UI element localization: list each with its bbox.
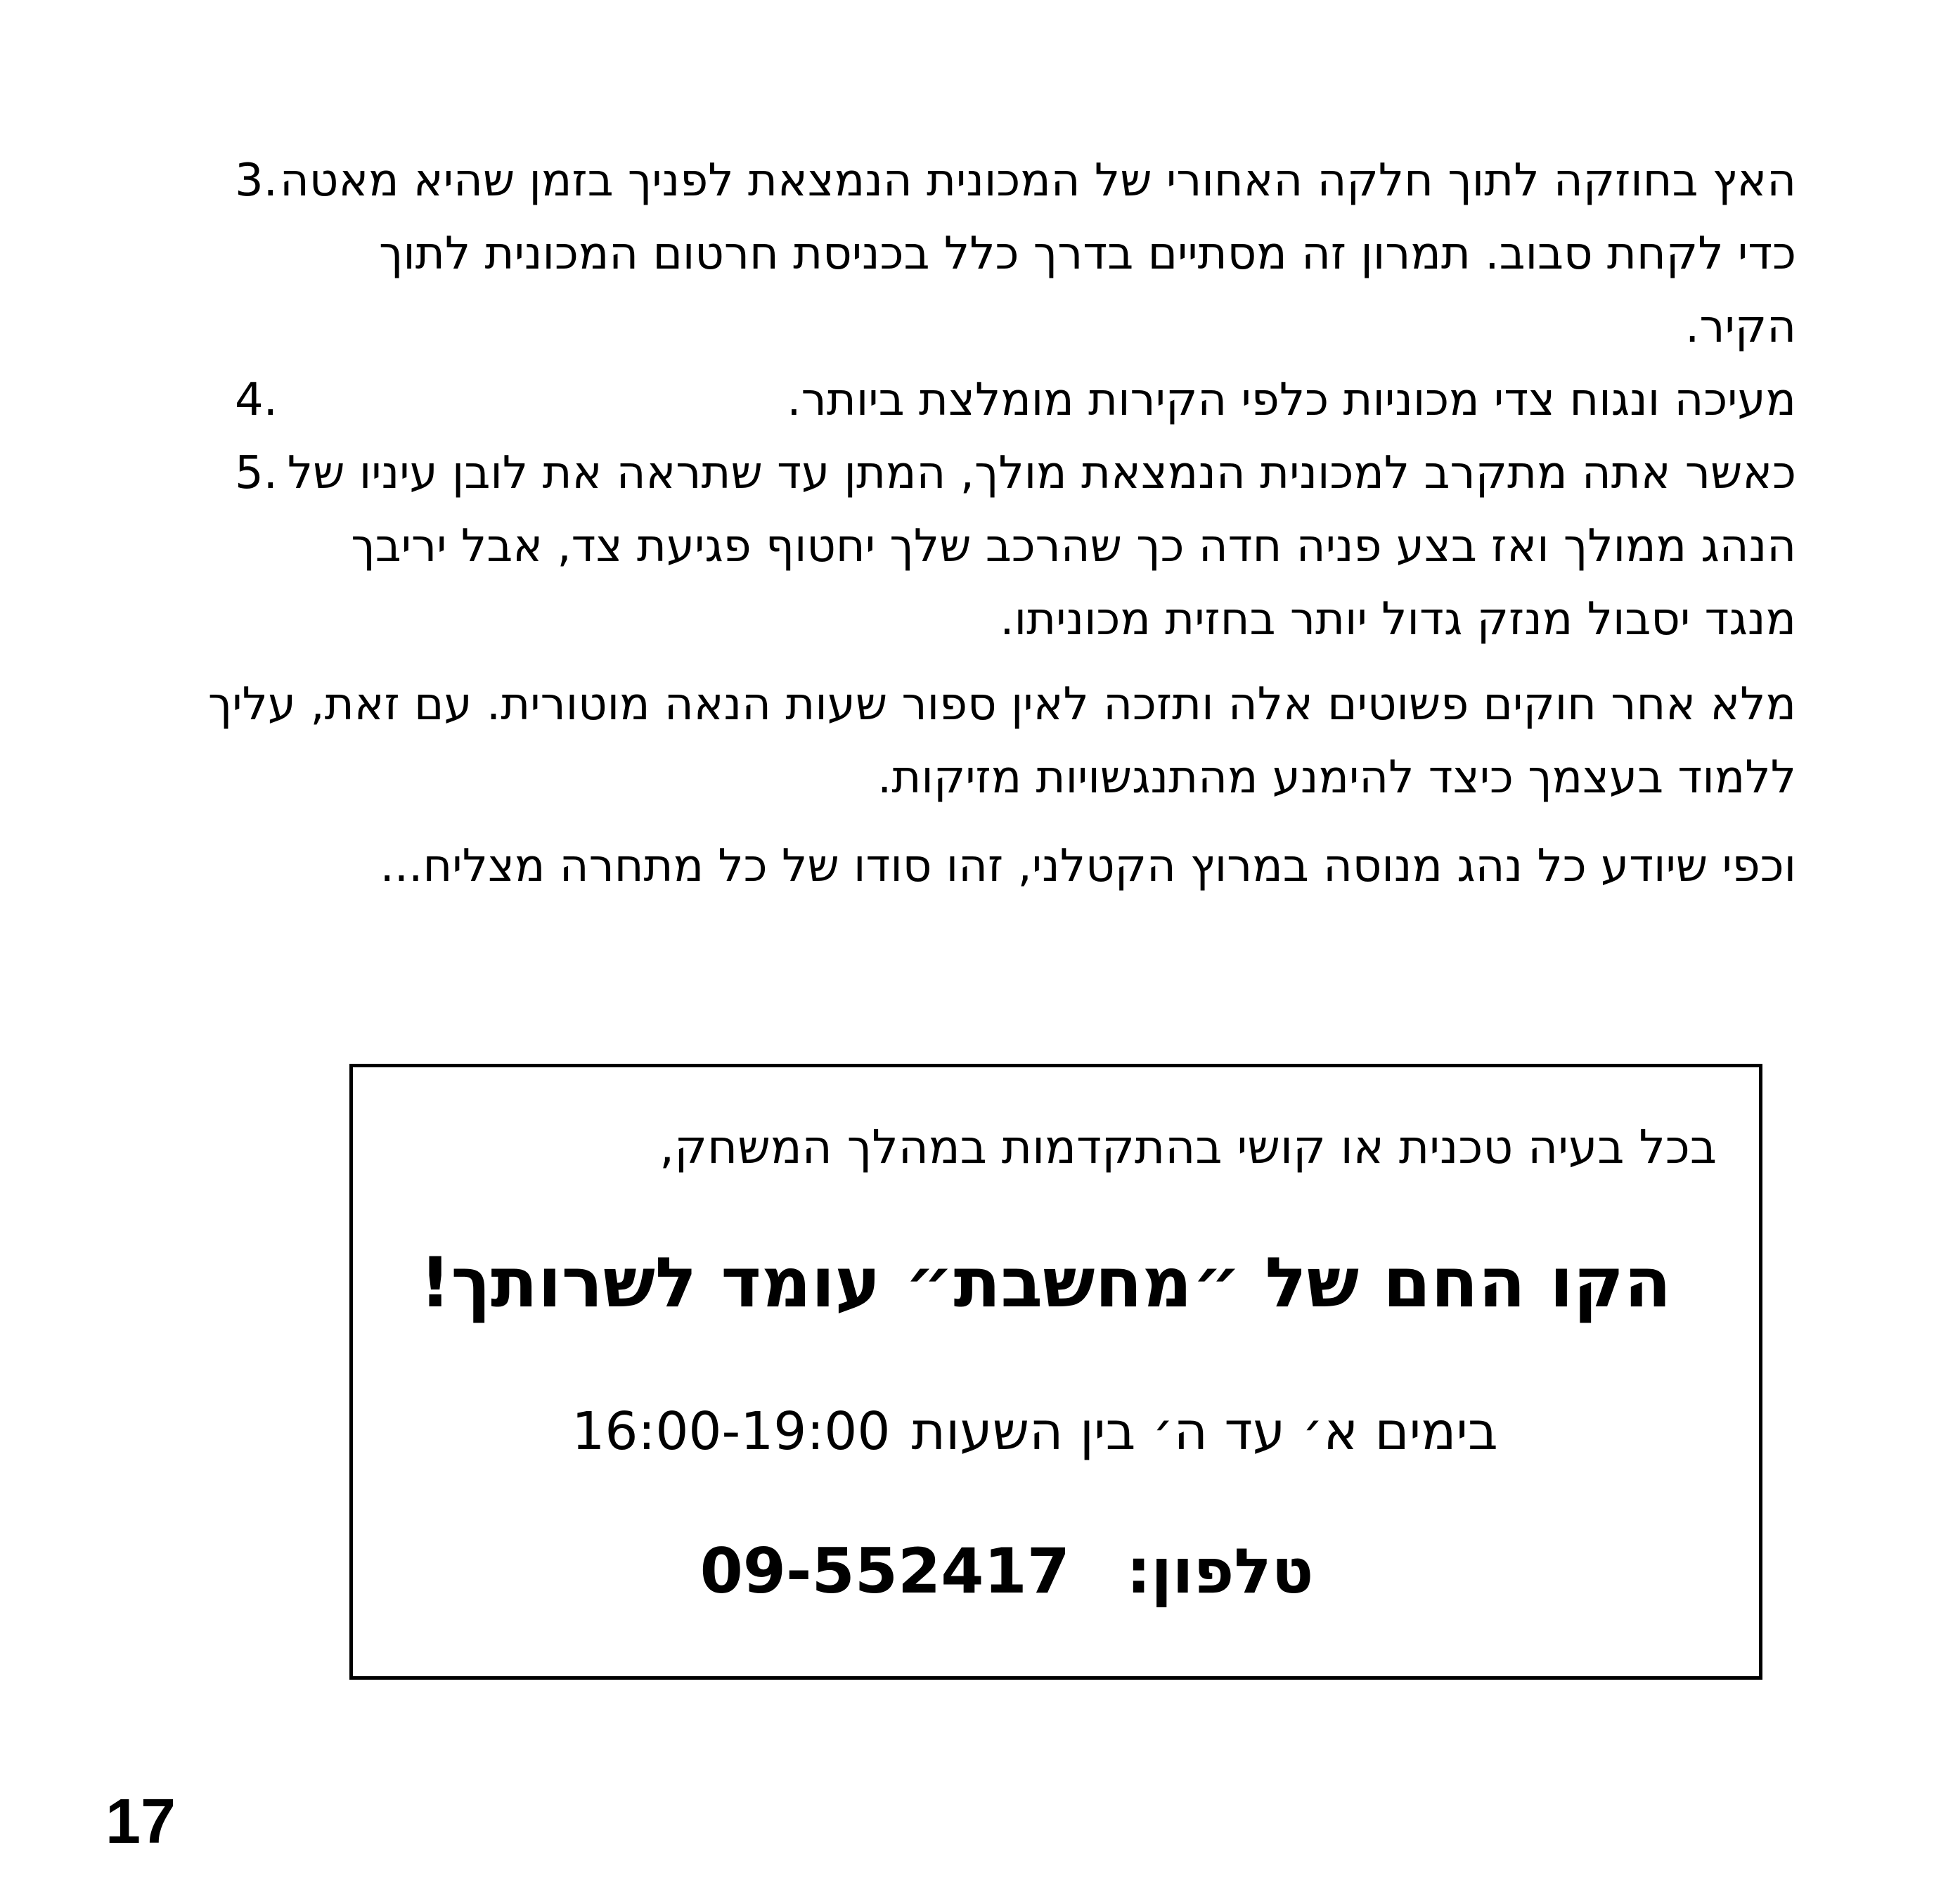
list-item (193, 437, 1796, 656)
hotline-headline: הקו החם של ״מחשבת״ עומד לשרותך! (419, 1243, 1672, 1323)
page-number: 17 (105, 1787, 176, 1857)
support-hotline-box (349, 1064, 1762, 1680)
support-hours (353, 1401, 1717, 1462)
hours-label: בימים א׳ עד ה׳ בין השעות (911, 1401, 1498, 1462)
tips-list (193, 144, 1796, 656)
support-phone (353, 1535, 1661, 1607)
list-item (193, 144, 1796, 364)
list-item-number: 4. (234, 374, 278, 426)
list-item-number: 3. (234, 155, 278, 207)
secret-paragraph: וכפי שיודע כל נהג מנוסה במרוץ הקטלני, זהו סודו של כל מתחרה מצליח... (380, 840, 1796, 892)
list-item (193, 364, 1796, 437)
hours-range: 16:00-19:00 (572, 1401, 891, 1462)
list-item-number: 5. (234, 447, 278, 499)
list-item-text: מעיכה ונגוח צדי מכוניות כלפי הקירות מומלצת ביותר. (787, 374, 1796, 426)
closing-paragraph: מלא אחר חוקים פשוטים אלה ותזכה לאין ספור שעות הנאה מוטורית. עם זאת, עליך ללמוד בעצמך כיצד להימנע מהתנגשויות מזיקות. (207, 678, 1796, 804)
support-intro-text: בכל בעיה טכנית או קושי בהתקדמות במהלך המשחק, (659, 1120, 1717, 1174)
phone-label: טלפון: (1126, 1535, 1314, 1607)
list-item-text: האץ בחוזקה לתוך חלקה האחורי של המכונית הנמצאת לפניך בזמן שהיא מאטה כדי לקחת סבוב. תמרון זה מסתיים בדרך כלל בכניסת חרטום המכונית לתוך הקיר. (280, 155, 1796, 353)
phone-number: 09-552417 (699, 1535, 1070, 1607)
list-item-text: כאשר אתה מתקרב למכונית הנמצאת מולך, המתן עד שתראה את לובן עיניו של הנהג ממולך ואז בצע פניה חדה כך שהרכב שלך יחטוף פגיעת צד, אבל יריבך מנגד יסבול מנזק גדול יותר בחזית מכוניתו. (287, 447, 1796, 645)
